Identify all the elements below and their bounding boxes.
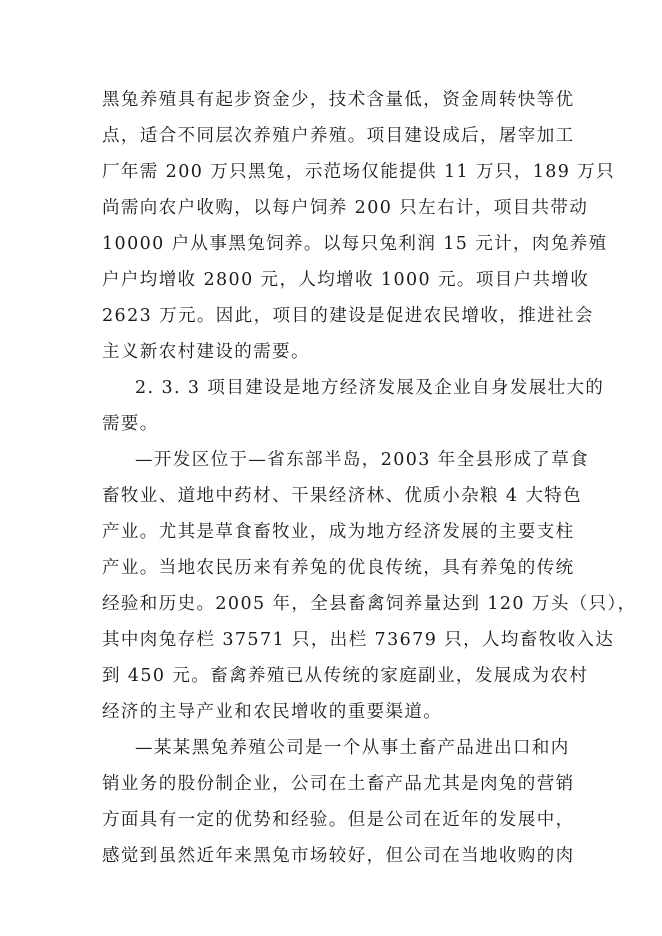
paragraph-line: 产业。当地农民历来有养兔的优良传统，具有养兔的传统 (102, 558, 575, 578)
paragraph-line: —某某黑兔养殖公司是一个从事土畜产品进出口和内 (135, 738, 570, 758)
paragraph-line: 产业。尤其是草食畜牧业，成为地方经济发展的主要支柱 (102, 522, 575, 542)
paragraph-line: 经济的主导产业和农民增收的重要渠道。 (102, 702, 443, 722)
paragraph-line: 主义新农村建设的需要。 (102, 342, 310, 362)
paragraph-line: 畜牧业、道地中药材、干果经济林、优质小杂粮 4 大特色 (102, 486, 583, 506)
paragraph-line: 点，适合不同层次养殖户养殖。项目建设成后，屠宰加工 (102, 126, 575, 146)
paragraph-line: 经验和历史。2005 年，全县畜禽饲养量达到 120 万头（只）， (102, 594, 637, 614)
paragraph-line: 10000 户从事黑兔饲养。以每只兔利润 15 元计，肉兔养殖 (102, 234, 608, 254)
paragraph-line: 厂年需 200 万只黑兔，示范场仅能提供 11 万只，189 万只 (102, 162, 616, 182)
paragraph-line: 方面具有一定的优势和经验。但是公司在近年的发展中， (102, 810, 575, 830)
section-heading-continuation: 需要。 (102, 414, 159, 434)
paragraph-line: 其中肉兔存栏 37571 只，出栏 73679 只，人均畜牧收入达 (102, 630, 615, 650)
paragraph-line: —开发区位于—省东部半岛，2003 年全县形成了草食 (135, 450, 589, 470)
section-heading: 2. 3. 3 项目建设是地方经济发展及企业自身发展壮大的 (135, 378, 605, 398)
paragraph-line: 感觉到虽然近年来黑兔市场较好，但公司在当地收购的肉 (102, 846, 575, 866)
paragraph-line: 销业务的股份制企业，公司在土畜产品尤其是肉兔的营销 (102, 774, 575, 794)
paragraph-line: 黑兔养殖具有起步资金少，技术含量低，资金周转快等优 (102, 90, 575, 110)
paragraph-line: 2623 万元。因此，项目的建设是促进农民增收，推进社会 (102, 306, 594, 326)
paragraph-line: 尚需向农户收购，以每户饲养 200 只左右计，项目共带动 (102, 198, 589, 218)
paragraph-line: 到 450 元。畜禽养殖已从传统的家庭副业，发展成为农村 (102, 666, 589, 686)
paragraph-line: 户户均增收 2800 元，人均增收 1000 元。项目户共增收 (102, 270, 590, 290)
